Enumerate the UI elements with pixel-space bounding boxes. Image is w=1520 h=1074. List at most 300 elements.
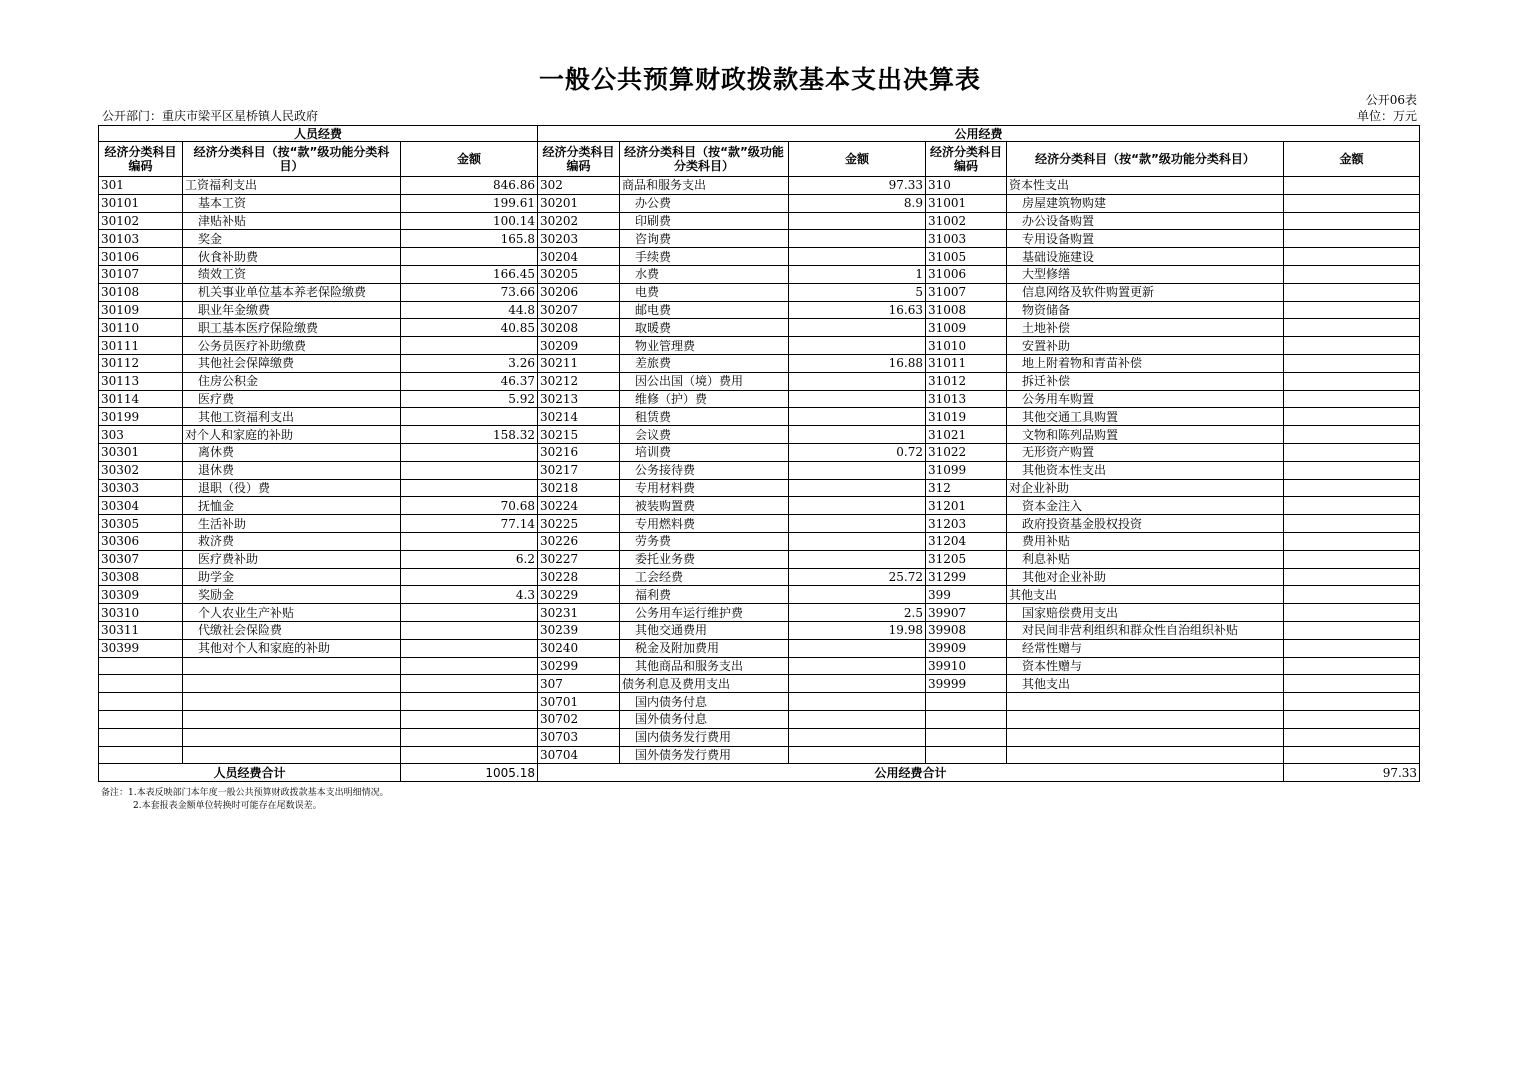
code-cell: 30204 bbox=[538, 248, 620, 266]
name-cell: 代缴社会保险费 bbox=[183, 621, 401, 639]
amount-cell bbox=[789, 497, 926, 515]
table-row bbox=[99, 408, 1420, 426]
amount-cell bbox=[1284, 604, 1420, 622]
page-title: 一般公共预算财政拨款基本支出决算表 bbox=[538, 65, 981, 94]
table-row bbox=[99, 710, 1420, 728]
name-cell: 土地补偿 bbox=[1007, 319, 1284, 337]
code-cell: 31019 bbox=[926, 408, 1007, 426]
code-cell: 39907 bbox=[926, 604, 1007, 622]
code-cell: 30240 bbox=[538, 639, 620, 657]
name-cell: 奖励金 bbox=[183, 586, 401, 604]
code-cell: 39910 bbox=[926, 657, 1007, 675]
code-cell: 30101 bbox=[99, 194, 183, 212]
amount-cell: 5.92 bbox=[401, 390, 538, 408]
col-header-amount: 金额 bbox=[1284, 142, 1420, 177]
code-cell: 31003 bbox=[926, 230, 1007, 248]
amount-cell: 25.72 bbox=[789, 568, 926, 586]
code-cell: 31010 bbox=[926, 337, 1007, 355]
amount-cell bbox=[1284, 621, 1420, 639]
name-cell: 津贴补贴 bbox=[183, 212, 401, 230]
amount-cell bbox=[1284, 426, 1420, 444]
col-header-code: 经济分类科目编码 bbox=[926, 142, 1007, 177]
amount-cell bbox=[1284, 515, 1420, 533]
name-cell: 资本金注入 bbox=[1007, 497, 1284, 515]
name-cell: 办公设备购置 bbox=[1007, 212, 1284, 230]
code-cell: 31002 bbox=[926, 212, 1007, 230]
name-cell: 国外债务付息 bbox=[620, 710, 789, 728]
name-cell: 福利费 bbox=[620, 586, 789, 604]
table-row bbox=[99, 621, 1420, 639]
personnel-total-label: 人员经费合计 bbox=[99, 764, 401, 782]
code-cell: 30302 bbox=[99, 461, 183, 479]
table-row bbox=[99, 728, 1420, 746]
code-cell: 30231 bbox=[538, 604, 620, 622]
table-row bbox=[99, 568, 1420, 586]
name-cell: 培训费 bbox=[620, 443, 789, 461]
amount-cell bbox=[1284, 746, 1420, 764]
amount-cell bbox=[789, 212, 926, 230]
name-cell: 咨询费 bbox=[620, 230, 789, 248]
name-cell: 工会经费 bbox=[620, 568, 789, 586]
amount-cell bbox=[1284, 372, 1420, 390]
name-cell: 因公出国（境）费用 bbox=[620, 372, 789, 390]
name-cell: 其他交通工具购置 bbox=[1007, 408, 1284, 426]
name-cell: 离休费 bbox=[183, 443, 401, 461]
amount-cell bbox=[789, 657, 926, 675]
expenditure-table bbox=[98, 125, 1420, 782]
amount-cell: 165.8 bbox=[401, 230, 538, 248]
name-cell: 基本工资 bbox=[183, 194, 401, 212]
code-cell: 30106 bbox=[99, 248, 183, 266]
table-row bbox=[99, 746, 1420, 764]
table-row bbox=[99, 337, 1420, 355]
name-cell: 其他社会保障缴费 bbox=[183, 354, 401, 372]
code-cell: 30305 bbox=[99, 515, 183, 533]
code-cell bbox=[926, 728, 1007, 746]
code-cell: 30206 bbox=[538, 283, 620, 301]
code-cell: 31203 bbox=[926, 515, 1007, 533]
code-cell: 31005 bbox=[926, 248, 1007, 266]
code-cell: 30311 bbox=[99, 621, 183, 639]
unit-label: 单位：万元 bbox=[1356, 109, 1417, 123]
name-cell: 公务员医疗补助缴费 bbox=[183, 337, 401, 355]
col-header-amount: 金额 bbox=[789, 142, 926, 177]
amount-cell bbox=[1284, 675, 1420, 693]
name-cell: 其他支出 bbox=[1007, 675, 1284, 693]
amount-cell bbox=[789, 728, 926, 746]
name-cell: 物业管理费 bbox=[620, 337, 789, 355]
amount-cell: 73.66 bbox=[401, 283, 538, 301]
code-cell: 30310 bbox=[99, 604, 183, 622]
amount-cell: 2.5 bbox=[789, 604, 926, 622]
name-cell: 利息补贴 bbox=[1007, 550, 1284, 568]
table-row bbox=[99, 319, 1420, 337]
name-cell: 电费 bbox=[620, 283, 789, 301]
amount-cell bbox=[401, 337, 538, 355]
code-cell: 31013 bbox=[926, 390, 1007, 408]
amount-cell bbox=[789, 461, 926, 479]
code-cell: 30309 bbox=[99, 586, 183, 604]
amount-cell bbox=[401, 675, 538, 693]
code-cell: 31099 bbox=[926, 461, 1007, 479]
amount-cell: 846.86 bbox=[401, 177, 538, 195]
code-cell: 31022 bbox=[926, 443, 1007, 461]
name-cell: 工资福利支出 bbox=[183, 177, 401, 195]
code-cell: 30224 bbox=[538, 497, 620, 515]
name-cell: 退职（役）费 bbox=[183, 479, 401, 497]
amount-cell bbox=[1284, 550, 1420, 568]
group-header-personnel: 人员经费 bbox=[99, 126, 538, 142]
code-cell bbox=[926, 746, 1007, 764]
code-cell bbox=[926, 710, 1007, 728]
code-cell: 302 bbox=[538, 177, 620, 195]
name-cell bbox=[1007, 728, 1284, 746]
name-cell: 国内债务付息 bbox=[620, 693, 789, 711]
code-cell: 39908 bbox=[926, 621, 1007, 639]
code-cell: 301 bbox=[99, 177, 183, 195]
amount-cell bbox=[789, 746, 926, 764]
name-cell: 公务接待费 bbox=[620, 461, 789, 479]
amount-cell: 158.32 bbox=[401, 426, 538, 444]
amount-cell: 70.68 bbox=[401, 497, 538, 515]
table-row bbox=[99, 497, 1420, 515]
amount-cell: 16.88 bbox=[789, 354, 926, 372]
amount-cell bbox=[1284, 354, 1420, 372]
code-cell: 30228 bbox=[538, 568, 620, 586]
amount-cell bbox=[1284, 230, 1420, 248]
name-cell: 手续费 bbox=[620, 248, 789, 266]
code-cell: 312 bbox=[926, 479, 1007, 497]
name-cell: 经常性赠与 bbox=[1007, 639, 1284, 657]
name-cell bbox=[1007, 746, 1284, 764]
table-row bbox=[99, 586, 1420, 604]
code-cell: 31007 bbox=[926, 283, 1007, 301]
amount-cell bbox=[789, 230, 926, 248]
name-cell bbox=[183, 657, 401, 675]
name-cell: 资本性支出 bbox=[1007, 177, 1284, 195]
name-cell: 印刷费 bbox=[620, 212, 789, 230]
name-cell: 无形资产购置 bbox=[1007, 443, 1284, 461]
amount-cell bbox=[789, 586, 926, 604]
amount-cell: 3.26 bbox=[401, 354, 538, 372]
amount-cell bbox=[789, 550, 926, 568]
code-cell: 30205 bbox=[538, 265, 620, 283]
code-cell: 30102 bbox=[99, 212, 183, 230]
name-cell: 安置补助 bbox=[1007, 337, 1284, 355]
code-cell: 30702 bbox=[538, 710, 620, 728]
code-cell: 30704 bbox=[538, 746, 620, 764]
name-cell bbox=[183, 675, 401, 693]
name-cell: 职工基本医疗保险缴费 bbox=[183, 319, 401, 337]
code-cell bbox=[99, 746, 183, 764]
amount-cell bbox=[1284, 639, 1420, 657]
code-cell bbox=[99, 693, 183, 711]
table-row bbox=[99, 372, 1420, 390]
name-cell: 其他交通费用 bbox=[620, 621, 789, 639]
code-cell: 30107 bbox=[99, 265, 183, 283]
amount-cell bbox=[401, 479, 538, 497]
code-cell: 30299 bbox=[538, 657, 620, 675]
code-cell: 310 bbox=[926, 177, 1007, 195]
table-row bbox=[99, 515, 1420, 533]
code-cell: 30216 bbox=[538, 443, 620, 461]
name-cell: 救济费 bbox=[183, 532, 401, 550]
name-cell: 其他资本性支出 bbox=[1007, 461, 1284, 479]
code-cell bbox=[99, 728, 183, 746]
name-cell: 专用设备购置 bbox=[1007, 230, 1284, 248]
name-cell: 国外债务发行费用 bbox=[620, 746, 789, 764]
code-cell: 30301 bbox=[99, 443, 183, 461]
public-total-label: 公用经费合计 bbox=[538, 764, 1284, 782]
code-cell: 31012 bbox=[926, 372, 1007, 390]
amount-cell bbox=[789, 693, 926, 711]
name-cell: 基础设施建设 bbox=[1007, 248, 1284, 266]
amount-cell bbox=[1284, 301, 1420, 319]
code-cell: 30308 bbox=[99, 568, 183, 586]
code-cell: 399 bbox=[926, 586, 1007, 604]
amount-cell: 97.33 bbox=[789, 177, 926, 195]
code-cell: 30218 bbox=[538, 479, 620, 497]
amount-cell: 77.14 bbox=[401, 515, 538, 533]
name-cell: 办公费 bbox=[620, 194, 789, 212]
name-cell: 房屋建筑物购建 bbox=[1007, 194, 1284, 212]
amount-cell bbox=[1284, 497, 1420, 515]
name-cell: 拆迁补偿 bbox=[1007, 372, 1284, 390]
amount-cell bbox=[401, 248, 538, 266]
amount-cell bbox=[1284, 728, 1420, 746]
code-cell bbox=[99, 710, 183, 728]
amount-cell bbox=[1284, 586, 1420, 604]
code-cell: 31011 bbox=[926, 354, 1007, 372]
table-row bbox=[99, 390, 1420, 408]
personnel-total-value: 1005.18 bbox=[401, 764, 538, 782]
note-2: 2.本套报表金额单位转换时可能存在尾数误差。 bbox=[133, 801, 322, 811]
amount-cell bbox=[401, 604, 538, 622]
code-cell: 30113 bbox=[99, 372, 183, 390]
name-cell: 资本性赠与 bbox=[1007, 657, 1284, 675]
name-cell: 费用补贴 bbox=[1007, 532, 1284, 550]
amount-cell: 100.14 bbox=[401, 212, 538, 230]
name-cell bbox=[183, 710, 401, 728]
code-cell: 30208 bbox=[538, 319, 620, 337]
name-cell: 文物和陈列品购置 bbox=[1007, 426, 1284, 444]
amount-cell bbox=[401, 639, 538, 657]
name-cell: 维修（护）费 bbox=[620, 390, 789, 408]
code-cell: 30201 bbox=[538, 194, 620, 212]
amount-cell bbox=[401, 568, 538, 586]
table-row bbox=[99, 194, 1420, 212]
code-cell: 31204 bbox=[926, 532, 1007, 550]
code-cell: 30307 bbox=[99, 550, 183, 568]
name-cell: 税金及附加费用 bbox=[620, 639, 789, 657]
name-cell bbox=[1007, 693, 1284, 711]
code-cell: 30202 bbox=[538, 212, 620, 230]
col-header-name: 经济分类科目（按“款”级功能分类科目） bbox=[1007, 142, 1284, 177]
amount-cell bbox=[401, 443, 538, 461]
col-header-name: 经济分类科目（按“款”级功能分类科目） bbox=[620, 142, 789, 177]
code-cell: 30306 bbox=[99, 532, 183, 550]
amount-cell bbox=[1284, 479, 1420, 497]
amount-cell bbox=[1284, 443, 1420, 461]
amount-cell bbox=[789, 675, 926, 693]
code-cell: 30209 bbox=[538, 337, 620, 355]
code-cell: 39999 bbox=[926, 675, 1007, 693]
name-cell: 绩效工资 bbox=[183, 265, 401, 283]
amount-cell bbox=[401, 710, 538, 728]
code-cell: 30214 bbox=[538, 408, 620, 426]
name-cell: 被装购置费 bbox=[620, 497, 789, 515]
name-cell: 机关事业单位基本养老保险缴费 bbox=[183, 283, 401, 301]
department-label: 公开部门：重庆市梁平区星桥镇人民政府 bbox=[102, 109, 319, 123]
name-cell bbox=[183, 746, 401, 764]
amount-cell: 166.45 bbox=[401, 265, 538, 283]
code-cell: 30226 bbox=[538, 532, 620, 550]
code-cell: 31201 bbox=[926, 497, 1007, 515]
col-header-name: 经济分类科目（按“款”级功能分类科目） bbox=[183, 142, 401, 177]
amount-cell bbox=[789, 639, 926, 657]
name-cell: 商品和服务支出 bbox=[620, 177, 789, 195]
code-cell: 30304 bbox=[99, 497, 183, 515]
amount-cell bbox=[1284, 461, 1420, 479]
name-cell: 债务利息及费用支出 bbox=[620, 675, 789, 693]
code-cell: 30217 bbox=[538, 461, 620, 479]
amount-cell bbox=[1284, 248, 1420, 266]
code-cell bbox=[99, 675, 183, 693]
amount-cell bbox=[401, 728, 538, 746]
name-cell: 助学金 bbox=[183, 568, 401, 586]
note-1: 备注：1.本表反映部门本年度一般公共预算财政拨款基本支出明细情况。 bbox=[101, 788, 389, 798]
amount-cell bbox=[789, 426, 926, 444]
name-cell: 医疗费 bbox=[183, 390, 401, 408]
code-cell: 30203 bbox=[538, 230, 620, 248]
code-cell bbox=[926, 693, 1007, 711]
code-cell: 30213 bbox=[538, 390, 620, 408]
amount-cell: 16.63 bbox=[789, 301, 926, 319]
name-cell: 租赁费 bbox=[620, 408, 789, 426]
name-cell bbox=[1007, 710, 1284, 728]
amount-cell bbox=[1284, 408, 1420, 426]
name-cell: 公务用车运行维护费 bbox=[620, 604, 789, 622]
name-cell: 伙食补助费 bbox=[183, 248, 401, 266]
amount-cell bbox=[1284, 532, 1420, 550]
name-cell: 取暖费 bbox=[620, 319, 789, 337]
amount-cell: 44.8 bbox=[401, 301, 538, 319]
amount-cell bbox=[789, 337, 926, 355]
name-cell: 委托业务费 bbox=[620, 550, 789, 568]
table-row bbox=[99, 693, 1420, 711]
table-row bbox=[99, 657, 1420, 675]
amount-cell bbox=[789, 408, 926, 426]
table-row bbox=[99, 354, 1420, 372]
amount-cell bbox=[1284, 319, 1420, 337]
name-cell: 其他对企业补助 bbox=[1007, 568, 1284, 586]
table-row bbox=[99, 639, 1420, 657]
name-cell: 其他支出 bbox=[1007, 586, 1284, 604]
amount-cell bbox=[1284, 337, 1420, 355]
name-cell: 邮电费 bbox=[620, 301, 789, 319]
amount-cell bbox=[1284, 693, 1420, 711]
amount-cell bbox=[1284, 390, 1420, 408]
code-cell bbox=[99, 657, 183, 675]
amount-cell bbox=[401, 746, 538, 764]
code-cell: 30703 bbox=[538, 728, 620, 746]
name-cell: 医疗费补助 bbox=[183, 550, 401, 568]
amount-cell bbox=[1284, 283, 1420, 301]
name-cell: 差旅费 bbox=[620, 354, 789, 372]
name-cell: 地上附着物和青苗补偿 bbox=[1007, 354, 1284, 372]
amount-cell: 1 bbox=[789, 265, 926, 283]
code-cell: 31021 bbox=[926, 426, 1007, 444]
name-cell: 物资储备 bbox=[1007, 301, 1284, 319]
table-row bbox=[99, 479, 1420, 497]
code-cell: 30239 bbox=[538, 621, 620, 639]
amount-cell bbox=[789, 515, 926, 533]
code-cell: 30108 bbox=[99, 283, 183, 301]
col-header-code: 经济分类科目编码 bbox=[99, 142, 183, 177]
amount-cell bbox=[401, 532, 538, 550]
name-cell: 国家赔偿费用支出 bbox=[1007, 604, 1284, 622]
amount-cell bbox=[1284, 177, 1420, 195]
code-cell: 30225 bbox=[538, 515, 620, 533]
name-cell: 其他工资福利支出 bbox=[183, 408, 401, 426]
table-row bbox=[99, 265, 1420, 283]
amount-cell: 4.3 bbox=[401, 586, 538, 604]
amount-cell bbox=[1284, 265, 1420, 283]
amount-cell bbox=[1284, 710, 1420, 728]
code-cell: 30111 bbox=[99, 337, 183, 355]
table-row bbox=[99, 550, 1420, 568]
code-cell: 30215 bbox=[538, 426, 620, 444]
code-cell: 30227 bbox=[538, 550, 620, 568]
name-cell: 国内债务发行费用 bbox=[620, 728, 789, 746]
amount-cell: 6.2 bbox=[401, 550, 538, 568]
name-cell: 专用材料费 bbox=[620, 479, 789, 497]
name-cell: 会议费 bbox=[620, 426, 789, 444]
amount-cell bbox=[401, 657, 538, 675]
name-cell: 其他对个人和家庭的补助 bbox=[183, 639, 401, 657]
code-cell: 30114 bbox=[99, 390, 183, 408]
code-cell: 31001 bbox=[926, 194, 1007, 212]
code-cell: 31299 bbox=[926, 568, 1007, 586]
name-cell: 对个人和家庭的补助 bbox=[183, 426, 401, 444]
code-cell: 30229 bbox=[538, 586, 620, 604]
table-row bbox=[99, 301, 1420, 319]
name-cell: 劳务费 bbox=[620, 532, 789, 550]
name-cell: 政府投资基金股权投资 bbox=[1007, 515, 1284, 533]
amount-cell bbox=[789, 319, 926, 337]
col-header-code: 经济分类科目编码 bbox=[538, 142, 620, 177]
table-row bbox=[99, 177, 1420, 195]
name-cell: 住房公积金 bbox=[183, 372, 401, 390]
code-cell: 30103 bbox=[99, 230, 183, 248]
code-cell: 30112 bbox=[99, 354, 183, 372]
amount-cell bbox=[1284, 212, 1420, 230]
amount-cell bbox=[789, 710, 926, 728]
name-cell: 水费 bbox=[620, 265, 789, 283]
table-row bbox=[99, 461, 1420, 479]
table-row bbox=[99, 604, 1420, 622]
name-cell: 专用燃料费 bbox=[620, 515, 789, 533]
amount-cell bbox=[1284, 568, 1420, 586]
code-cell: 30303 bbox=[99, 479, 183, 497]
amount-cell bbox=[789, 479, 926, 497]
group-header-public: 公用经费 bbox=[538, 126, 1420, 142]
amount-cell: 40.85 bbox=[401, 319, 538, 337]
code-cell: 31008 bbox=[926, 301, 1007, 319]
amount-cell bbox=[789, 372, 926, 390]
name-cell: 生活补助 bbox=[183, 515, 401, 533]
amount-cell bbox=[401, 621, 538, 639]
